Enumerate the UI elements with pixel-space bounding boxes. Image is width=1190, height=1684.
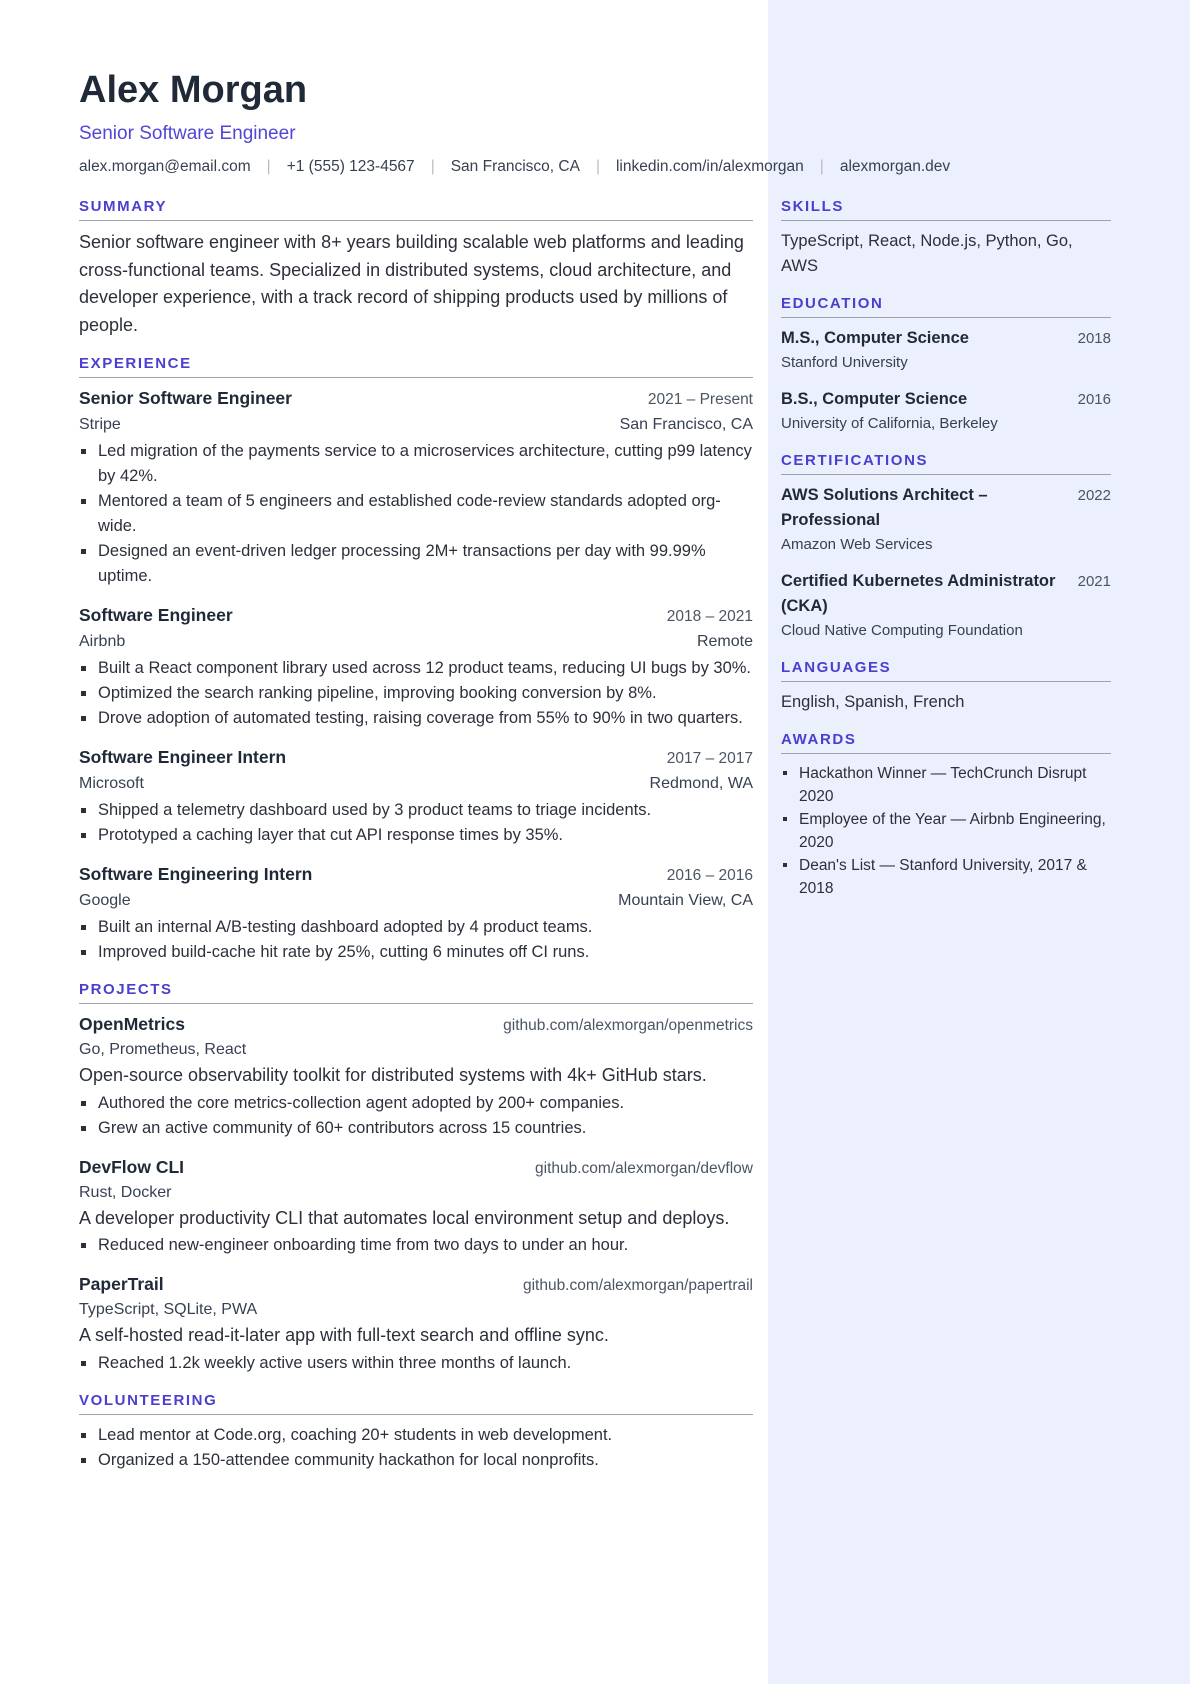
section-heading: EXPERIENCE bbox=[79, 355, 753, 378]
projects-section bbox=[79, 981, 753, 1376]
contact-phone[interactable]: +1 (555) 123-4567 bbox=[286, 158, 415, 175]
bullet-item: Authored the core metrics-collection agent adopted by 200+ companies. bbox=[79, 1091, 753, 1116]
experience-entry bbox=[79, 745, 753, 848]
bullet-item: Optimized the search ranking pipeline, improving booking conversion by 8%. bbox=[79, 681, 753, 706]
job-location: Mountain View, CA bbox=[618, 892, 753, 909]
candidate-name: Alex Morgan bbox=[79, 69, 308, 111]
project-link[interactable]: github.com/alexmorgan/openmetrics bbox=[503, 1017, 753, 1034]
skills-section bbox=[781, 198, 1111, 279]
job-dates: 2016 – 2016 bbox=[666, 867, 753, 884]
bullet-item: Led migration of the payments service to a microservices architecture, cutting p99 latency by 42%. bbox=[79, 439, 753, 489]
certification-name: AWS Solutions Architect – Professional bbox=[781, 486, 988, 529]
job-title: Software Engineer bbox=[79, 605, 233, 625]
project-link[interactable]: github.com/alexmorgan/papertrail bbox=[522, 1277, 753, 1294]
job-dates: 2021 – Present bbox=[647, 391, 753, 408]
certification-entry bbox=[781, 569, 1111, 643]
company-name: Stripe bbox=[79, 416, 121, 433]
bullet-item: Lead mentor at Code.org, coaching 20+ students in web development. bbox=[79, 1423, 753, 1448]
contact-email[interactable]: alex.morgan@email.com bbox=[79, 158, 251, 175]
contact-linkedin[interactable]: linkedin.com/in/alexmorgan bbox=[615, 158, 804, 175]
project-bullets bbox=[79, 1351, 753, 1376]
award-item: Dean's List — Stanford University, 2017 & 2018 bbox=[781, 854, 1111, 900]
section-heading: CERTIFICATIONS bbox=[781, 452, 1111, 475]
awards-section bbox=[781, 731, 1111, 900]
section-heading: SKILLS bbox=[781, 198, 1111, 221]
education-section bbox=[781, 295, 1111, 436]
bullet-item: Drove adoption of automated testing, raising coverage from 55% to 90% in two quarters. bbox=[79, 706, 753, 731]
job-title: Software Engineer Intern bbox=[79, 747, 287, 767]
contact-separator: | bbox=[595, 158, 600, 175]
experience-entry bbox=[79, 386, 753, 589]
job-bullets bbox=[79, 915, 753, 965]
bullet-item: Organized a 150-attendee community hackathon for local nonprofits. bbox=[79, 1448, 753, 1473]
job-location: Redmond, WA bbox=[649, 775, 753, 792]
bullet-item: Mentored a team of 5 engineers and established code-review standards adopted org-wide. bbox=[79, 489, 753, 539]
degree-name: M.S., Computer Science bbox=[781, 329, 969, 347]
sidebar-column bbox=[781, 198, 1111, 916]
contact-separator: | bbox=[430, 158, 435, 175]
experience-section bbox=[79, 355, 753, 965]
resume-header bbox=[79, 66, 1139, 176]
summary-section bbox=[79, 198, 753, 339]
project-tech: TypeScript, SQLite, PWA bbox=[79, 1301, 258, 1318]
bullet-item: Reduced new-engineer onboarding time from two days to under an hour. bbox=[79, 1233, 753, 1258]
volunteering-bullets bbox=[79, 1423, 753, 1473]
company-name: Microsoft bbox=[79, 775, 144, 792]
project-name: PaperTrail bbox=[79, 1274, 164, 1294]
certification-year: 2021 bbox=[1077, 573, 1111, 590]
bullet-item: Built a React component library used across 12 product teams, reducing UI bugs by 30%. bbox=[79, 656, 753, 681]
contact-website[interactable]: alexmorgan.dev bbox=[839, 158, 951, 175]
job-dates: 2017 – 2017 bbox=[666, 750, 753, 767]
section-heading: PROJECTS bbox=[79, 981, 753, 1004]
job-dates: 2018 – 2021 bbox=[666, 608, 753, 625]
project-link[interactable]: github.com/alexmorgan/devflow bbox=[535, 1159, 753, 1177]
job-location: Remote bbox=[696, 633, 753, 650]
company-name: Airbnb bbox=[79, 633, 126, 650]
section-heading: LANGUAGES bbox=[781, 659, 1111, 682]
graduation-year: 2018 bbox=[1077, 330, 1111, 347]
bullet-item: Shipped a telemetry dashboard used by 3 product teams to triage incidents. bbox=[79, 798, 753, 823]
award-item: Hackathon Winner — TechCrunch Disrupt 2020 bbox=[781, 762, 1111, 808]
languages-text: English, Spanish, French bbox=[781, 693, 965, 711]
certification-issuer: Cloud Native Computing Foundation bbox=[781, 622, 1023, 639]
project-entry bbox=[79, 1012, 753, 1141]
project-bullets bbox=[79, 1233, 753, 1258]
job-location: San Francisco, CA bbox=[619, 416, 753, 433]
school-name: Stanford University bbox=[781, 354, 908, 371]
section-heading: AWARDS bbox=[781, 731, 1111, 754]
contact-location: San Francisco, CA bbox=[450, 158, 580, 175]
graduation-year: 2016 bbox=[1077, 391, 1111, 408]
project-bullets bbox=[79, 1091, 753, 1141]
section-heading: VOLUNTEERING bbox=[79, 1392, 753, 1415]
main-column bbox=[79, 198, 753, 1489]
job-bullets bbox=[79, 798, 753, 848]
certification-name: Certified Kubernetes Administrator (CKA) bbox=[781, 572, 1056, 615]
award-item: Employee of the Year — Airbnb Engineering, 2020 bbox=[781, 808, 1111, 854]
job-bullets bbox=[79, 656, 753, 731]
bullet-item: Grew an active community of 60+ contributors across 15 countries. bbox=[79, 1116, 753, 1141]
certification-entry bbox=[781, 483, 1111, 557]
project-tech: Rust, Docker bbox=[79, 1183, 172, 1201]
job-bullets bbox=[79, 439, 753, 589]
school-name: University of California, Berkeley bbox=[781, 415, 998, 432]
certification-issuer: Amazon Web Services bbox=[781, 536, 933, 553]
certifications-section bbox=[781, 452, 1111, 643]
project-description: Open-source observability toolkit for distributed systems with 4k+ GitHub stars. bbox=[79, 1065, 707, 1085]
awards-list bbox=[781, 762, 1111, 900]
candidate-title: Senior Software Engineer bbox=[79, 123, 296, 144]
bullet-item: Built an internal A/B-testing dashboard adopted by 4 product teams. bbox=[79, 915, 753, 940]
bullet-item: Improved build-cache hit rate by 25%, cutting 6 minutes off CI runs. bbox=[79, 940, 753, 965]
contact-separator: | bbox=[819, 158, 824, 175]
summary-text: Senior software engineer with 8+ years building scalable web platforms and leading cross-functional teams. Specialized in distributed systems, cloud architecture, and developer experience, with a track record of shipping products used by millions of people. bbox=[79, 232, 744, 335]
section-heading: SUMMARY bbox=[79, 198, 753, 221]
project-name: OpenMetrics bbox=[79, 1014, 185, 1034]
education-entry bbox=[781, 387, 1111, 436]
project-description: A developer productivity CLI that automates local environment setup and deploys. bbox=[79, 1207, 730, 1228]
company-name: Google bbox=[79, 892, 131, 909]
project-name: DevFlow CLI bbox=[79, 1156, 185, 1177]
degree-name: B.S., Computer Science bbox=[781, 390, 968, 408]
contact-separator: | bbox=[266, 158, 271, 175]
job-title: Software Engineering Intern bbox=[79, 864, 313, 884]
bullet-item: Prototyped a caching layer that cut API response times by 35%. bbox=[79, 823, 753, 848]
education-entry bbox=[781, 326, 1111, 375]
section-heading: EDUCATION bbox=[781, 295, 1111, 318]
project-description: A self-hosted read-it-later app with full-text search and offline sync. bbox=[79, 1325, 609, 1345]
languages-section bbox=[781, 659, 1111, 715]
project-entry bbox=[79, 1272, 753, 1376]
contact-line bbox=[79, 158, 1139, 176]
skills-text: TypeScript, React, Node.js, Python, Go, AWS bbox=[781, 232, 1073, 275]
certification-year: 2022 bbox=[1077, 487, 1111, 504]
volunteering-section bbox=[79, 1392, 753, 1473]
job-title: Senior Software Engineer bbox=[79, 388, 292, 408]
experience-entry bbox=[79, 603, 753, 731]
bullet-item: Designed an event-driven ledger processing 2M+ transactions per day with 99.99% uptime. bbox=[79, 539, 753, 589]
project-entry bbox=[79, 1155, 753, 1259]
bullet-item: Reached 1.2k weekly active users within three months of launch. bbox=[79, 1351, 753, 1376]
project-tech: Go, Prometheus, React bbox=[79, 1041, 247, 1058]
experience-entry bbox=[79, 862, 753, 965]
